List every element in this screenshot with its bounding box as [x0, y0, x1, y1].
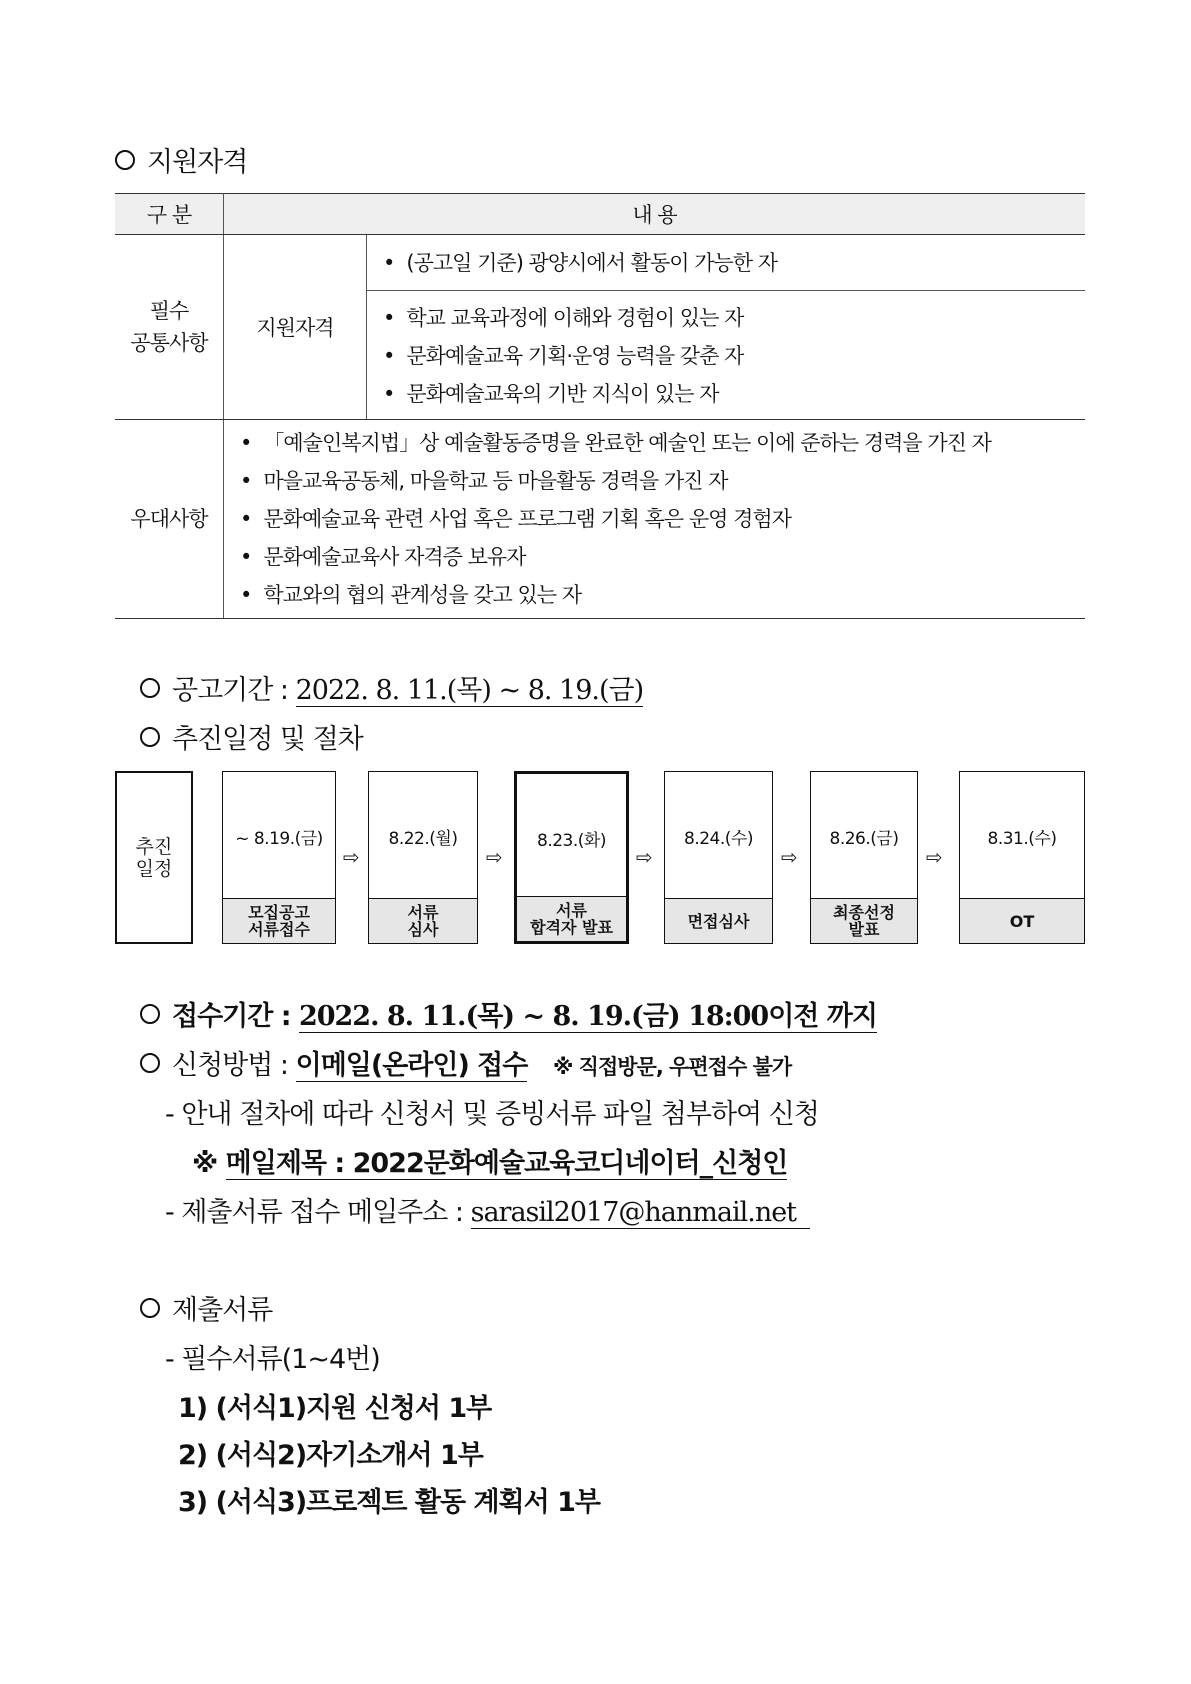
list-item: • 문화예술교육 관련 사업 혹은 프로그램 기획 혹은 운영 경험자 [240, 500, 1085, 538]
section-heading-qualification [115, 140, 247, 179]
document-item: 1) (서식1)지원 신청서 1부 [178, 1393, 492, 1424]
category-line: 필수 [149, 299, 189, 323]
method-note: ※ 직접방문, 우편접수 불가 [552, 1055, 792, 1079]
method-label: 신청방법 : [172, 1050, 289, 1081]
method-line-1: - 안내 절차에 따라 신청서 및 증빙서류 파일 첨부하여 신청 [165, 1099, 819, 1130]
reception-value: 2022. 8. 11.(목) ~ 8. 19.(금) 18:00이전 까지 [298, 1001, 877, 1032]
circle-bullet-icon [140, 1298, 160, 1318]
category-line: 공통사항 [130, 331, 208, 355]
announce-period [140, 668, 643, 707]
step-label [517, 896, 626, 941]
step-date: 8.24.(수) [684, 829, 753, 849]
circle-bullet-icon [140, 1004, 160, 1024]
arrow-right-icon: ⇨ [486, 845, 503, 869]
announce-label: 공고기간 : [172, 675, 289, 706]
step-date: 8.23.(화) [537, 831, 606, 851]
label-line: 추진 [135, 835, 173, 858]
list-item: • 문화예술교육사 자격증 보유자 [240, 538, 1085, 576]
step-label [811, 898, 917, 943]
section-heading-documents [140, 1288, 272, 1327]
step-label-line: 서류 [556, 901, 587, 920]
timeline-step-4 [664, 771, 773, 944]
list-item: • 마을교육공동체, 마을학교 등 마을활동 경력을 가진 자 [240, 462, 1085, 500]
step-label-line: 최종선정 [833, 903, 895, 922]
circle-bullet-icon [115, 150, 135, 170]
required-row2 [367, 291, 1086, 420]
preferred-items [224, 420, 1086, 619]
arrow-right-icon: ⇨ [926, 845, 943, 869]
required-category [115, 235, 224, 420]
step-label-line: 발표 [848, 920, 880, 939]
circle-bullet-icon [140, 727, 160, 747]
heading-text: 제출서류 [172, 1295, 273, 1326]
required-row1 [367, 235, 1086, 291]
label-line: 일정 [135, 857, 173, 880]
documents-sub: - 필수서류(1~4번) [165, 1344, 380, 1375]
qualification-table [115, 193, 1085, 619]
timeline-step-2 [368, 771, 478, 944]
step-date: 8.22.(월) [388, 829, 458, 849]
step-label [223, 898, 335, 943]
arrow-right-icon: ⇨ [781, 845, 798, 869]
heading-text: 추진일정 및 절차 [172, 724, 363, 755]
step-label-line: OT [1009, 911, 1035, 931]
timeline-step-5 [810, 771, 918, 944]
arrow-right-icon: ⇨ [343, 845, 360, 869]
email-line [165, 1190, 810, 1229]
mail-subject-prefix: ※ [192, 1148, 226, 1179]
list-item: • 학교와의 협의 관계성을 갖고 있는 자 [240, 576, 1085, 614]
reception-period [140, 994, 877, 1033]
schedule-label-box [115, 771, 193, 944]
announce-value: 2022. 8. 11.(목) ~ 8. 19.(금) [295, 675, 644, 706]
step-label-line: 심사 [407, 920, 439, 939]
mail-subject-line [192, 1141, 787, 1180]
heading-text: 지원자격 [147, 147, 248, 178]
table-header-content: 내 용 [224, 194, 1086, 235]
reception-label: 접수기간 : [172, 1001, 291, 1032]
list-item: • 문화예술교육의 기반 지식이 있는 자 [383, 375, 1085, 413]
step-label-line: 모집공고 [248, 903, 310, 922]
step-date: ~ 8.19.(금) [235, 829, 323, 849]
timeline-step-6 [959, 771, 1085, 944]
step-label-line: 서류접수 [248, 920, 310, 939]
table-header-category: 구 분 [115, 194, 224, 235]
list-item: • 「예술인복지법」상 예술활동증명을 완료한 예술인 또는 이에 준하는 경력을 가진 자 [240, 424, 1085, 462]
list-item: • (공고일 기준) 광양시에서 활동이 가능한 자 [383, 244, 1085, 282]
application-method [140, 1043, 791, 1082]
timeline-step-3 [514, 771, 629, 944]
method-value: 이메일(온라인) 접수 [295, 1050, 528, 1081]
step-label-line: 합격자 발표 [530, 918, 613, 937]
section-heading-schedule [140, 717, 363, 756]
list-item: • 학교 교육과정에 이해와 경험이 있는 자 [383, 299, 1085, 337]
document-item: 3) (서식3)프로젝트 활동 계획서 1부 [178, 1487, 600, 1518]
arrow-right-icon: ⇨ [636, 845, 653, 869]
timeline-step-1 [222, 771, 336, 944]
step-label [369, 898, 477, 943]
step-label [960, 898, 1084, 943]
step-label-line: 서류 [407, 903, 439, 922]
step-date: 8.26.(금) [829, 829, 899, 849]
list-item: • 문화예술교육 기획·운영 능력을 갖춘 자 [383, 337, 1085, 375]
document-item: 2) (서식2)자기소개서 1부 [178, 1440, 483, 1471]
step-date: 8.31.(수) [987, 829, 1057, 849]
required-subcategory: 지원자격 [224, 235, 367, 420]
step-label-line: 면접심사 [687, 911, 750, 931]
email-label: - 제출서류 접수 메일주소 : [165, 1197, 463, 1228]
circle-bullet-icon [140, 678, 160, 698]
circle-bullet-icon [140, 1053, 160, 1073]
step-label [665, 898, 772, 943]
email-address[interactable]: sarasil2017@hanmail.net [471, 1197, 810, 1229]
mail-subject: 메일제목 : 2022문화예술교육코디네이터_신청인 [225, 1148, 788, 1179]
preferred-category: 우대사항 [115, 420, 224, 619]
